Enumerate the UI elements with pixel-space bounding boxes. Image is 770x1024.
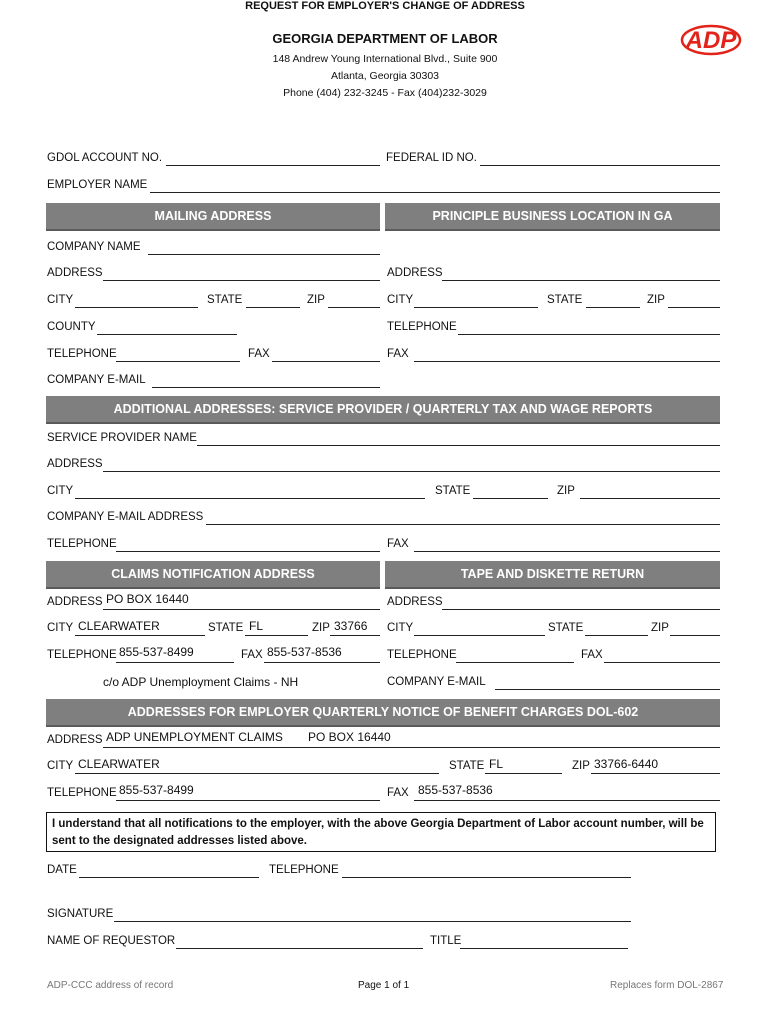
- gdol-label: GDOL ACCOUNT NO.: [47, 152, 163, 164]
- dol602-city-label: CITY: [47, 760, 74, 772]
- sp-state-input[interactable]: [473, 483, 548, 499]
- org-phone: Phone (404) 232-3245 - Fax (404)232-3029: [283, 87, 487, 99]
- tape-zip-label: ZIP: [651, 622, 669, 634]
- tape-fax-label: FAX: [581, 649, 603, 661]
- business-city-input[interactable]: [414, 292, 538, 308]
- title-label: TITLE: [430, 935, 462, 947]
- service-provider-label: SERVICE PROVIDER NAME: [47, 432, 197, 444]
- org-address-line1: 148 Andrew Young International Blvd., Suite 900: [272, 53, 498, 65]
- footer-page: Page 1 of 1: [358, 980, 410, 991]
- tape-fax-input[interactable]: [604, 647, 720, 663]
- title-input[interactable]: [460, 933, 628, 949]
- business-fax-label: FAX: [387, 348, 409, 360]
- dol602-fax-label: FAX: [387, 787, 409, 799]
- company-email-input[interactable]: [152, 372, 380, 388]
- adp-logo: [680, 22, 742, 58]
- dol602-zip-label: ZIP: [572, 760, 590, 772]
- dol602-city-value: CLEARWATER: [78, 757, 160, 771]
- sp-city-input[interactable]: [75, 483, 425, 499]
- sign-telephone-label: TELEPHONE: [269, 864, 339, 876]
- dol602-state-label: STATE: [449, 760, 485, 772]
- claims-notification-header: CLAIMS NOTIFICATION ADDRESS: [46, 561, 380, 589]
- mailing-fax-input[interactable]: [272, 346, 380, 362]
- county-input[interactable]: [97, 319, 237, 335]
- sp-address-label: ADDRESS: [47, 458, 103, 470]
- mailing-state-input[interactable]: [246, 292, 300, 308]
- footer-left: ADP-CCC address of record: [47, 980, 174, 991]
- tape-address-label: ADDRESS: [387, 596, 443, 608]
- tape-telephone-input[interactable]: [456, 647, 574, 663]
- additional-addresses-header: ADDITIONAL ADDRESSES: SERVICE PROVIDER / QUARTERLY TAX AND WAGE REPORTS: [46, 396, 720, 424]
- tape-city-label: CITY: [387, 622, 414, 634]
- mailing-city-input[interactable]: [75, 292, 198, 308]
- signature-label: SIGNATURE: [47, 908, 114, 920]
- tape-address-input[interactable]: [442, 594, 720, 610]
- mailing-zip-input[interactable]: [328, 292, 380, 308]
- federal-id-label: FEDERAL ID NO.: [386, 152, 477, 164]
- tape-zip-input[interactable]: [670, 620, 720, 636]
- sp-telephone-input[interactable]: [116, 536, 380, 552]
- sp-telephone-label: TELEPHONE: [47, 538, 117, 550]
- org-address-line2: Atlanta, Georgia 30303: [331, 70, 439, 82]
- claims-address-value: PO BOX 16440: [106, 592, 189, 606]
- tape-state-input[interactable]: [585, 620, 648, 636]
- date-label: DATE: [47, 864, 77, 876]
- company-name-label: COMPANY NAME: [47, 241, 141, 253]
- gdol-input[interactable]: [166, 150, 380, 166]
- sign-telephone-input[interactable]: [342, 862, 631, 878]
- requestor-label: NAME OF REQUESTOR: [47, 935, 176, 947]
- dol602-telephone-value: 855-537-8499: [119, 783, 194, 797]
- business-telephone-label: TELEPHONE: [387, 321, 457, 333]
- sp-fax-input[interactable]: [414, 536, 720, 552]
- adp-logo-text: ADP: [685, 27, 737, 54]
- form-title: REQUEST FOR EMPLOYER'S CHANGE OF ADDRESS: [245, 0, 525, 12]
- sp-zip-label: ZIP: [557, 485, 575, 497]
- business-zip-label: ZIP: [647, 294, 665, 306]
- claims-fax-label: FAX: [241, 649, 263, 661]
- claims-fax-value: 855-537-8536: [267, 645, 342, 659]
- dol602-telephone-label: TELEPHONE: [47, 787, 117, 799]
- sp-email-input[interactable]: [206, 509, 720, 525]
- business-address-input[interactable]: [442, 265, 720, 281]
- federal-id-input[interactable]: [480, 150, 720, 166]
- business-zip-input[interactable]: [668, 292, 720, 308]
- sp-city-label: CITY: [47, 485, 74, 497]
- mailing-fax-label: FAX: [248, 348, 270, 360]
- business-address-label: ADDRESS: [387, 267, 443, 279]
- claims-address-label: ADDRESS: [47, 596, 103, 608]
- mailing-address-input[interactable]: [103, 265, 380, 281]
- dol602-address-value1: ADP UNEMPLOYMENT CLAIMS: [106, 730, 283, 744]
- sp-address-input[interactable]: [103, 456, 720, 472]
- mailing-address-header: MAILING ADDRESS: [46, 203, 380, 231]
- sp-fax-label: FAX: [387, 538, 409, 550]
- acknowledgement-notice: I understand that all notifications to the employer, with the above Georgia Department of Labor account number, will be sent to the designated addresses listed above.: [46, 812, 716, 852]
- mailing-state-label: STATE: [207, 294, 243, 306]
- company-email-label: COMPANY E-MAIL: [47, 374, 146, 386]
- claims-city-value: CLEARWATER: [78, 619, 160, 633]
- claims-zip-label: ZIP: [312, 622, 330, 634]
- footer-right: Replaces form DOL-2867: [610, 980, 724, 991]
- sp-state-label: STATE: [435, 485, 471, 497]
- employer-name-input[interactable]: [150, 177, 720, 193]
- claims-zip-value: 33766: [334, 619, 368, 633]
- tape-diskette-header: TAPE AND DISKETTE RETURN: [385, 561, 720, 589]
- mailing-zip-label: ZIP: [307, 294, 325, 306]
- service-provider-input[interactable]: [197, 430, 720, 446]
- tape-state-label: STATE: [548, 622, 584, 634]
- date-input[interactable]: [79, 862, 259, 878]
- claims-co-note: c/o ADP Unemployment Claims - NH: [103, 675, 299, 689]
- tape-city-input[interactable]: [414, 620, 545, 636]
- claims-city-label: CITY: [47, 622, 74, 634]
- employer-name-label: EMPLOYER NAME: [47, 179, 148, 191]
- claims-state-label: STATE: [208, 622, 244, 634]
- county-label: COUNTY: [47, 321, 96, 333]
- dol602-zip-value: 33766-6440: [594, 757, 659, 771]
- requestor-input[interactable]: [176, 933, 423, 949]
- business-state-label: STATE: [547, 294, 583, 306]
- company-name-input[interactable]: [148, 239, 380, 255]
- mailing-address-label: ADDRESS: [47, 267, 103, 279]
- dol602-address-label: ADDRESS: [47, 734, 103, 746]
- dol602-fax-value: 855-537-8536: [418, 783, 493, 797]
- mailing-city-label: CITY: [47, 294, 74, 306]
- principle-location-header: PRINCIPLE BUSINESS LOCATION IN GA: [385, 203, 720, 231]
- mailing-telephone-label: TELEPHONE: [47, 348, 117, 360]
- tape-email-input[interactable]: [495, 674, 720, 690]
- dol602-state-value: FL: [489, 757, 504, 771]
- sp-email-label: COMPANY E-MAIL ADDRESS: [47, 511, 204, 523]
- sp-zip-input[interactable]: [580, 483, 720, 499]
- mailing-telephone-input[interactable]: [116, 346, 240, 362]
- tape-email-label: COMPANY E-MAIL: [387, 676, 486, 688]
- org-title: GEORGIA DEPARTMENT OF LABOR: [272, 31, 498, 46]
- business-fax-input[interactable]: [414, 346, 720, 362]
- claims-telephone-value: 855-537-8499: [119, 645, 194, 659]
- claims-telephone-label: TELEPHONE: [47, 649, 117, 661]
- claims-state-value: FL: [249, 619, 264, 633]
- business-state-input[interactable]: [586, 292, 640, 308]
- business-city-label: CITY: [387, 294, 414, 306]
- dol602-address-value2: PO BOX 16440: [308, 730, 391, 744]
- signature-input[interactable]: [114, 906, 631, 922]
- tape-telephone-label: TELEPHONE: [387, 649, 457, 661]
- business-telephone-input[interactable]: [458, 319, 720, 335]
- benefit-charges-header: ADDRESSES FOR EMPLOYER QUARTERLY NOTICE OF BENEFIT CHARGES DOL-602: [46, 699, 720, 727]
